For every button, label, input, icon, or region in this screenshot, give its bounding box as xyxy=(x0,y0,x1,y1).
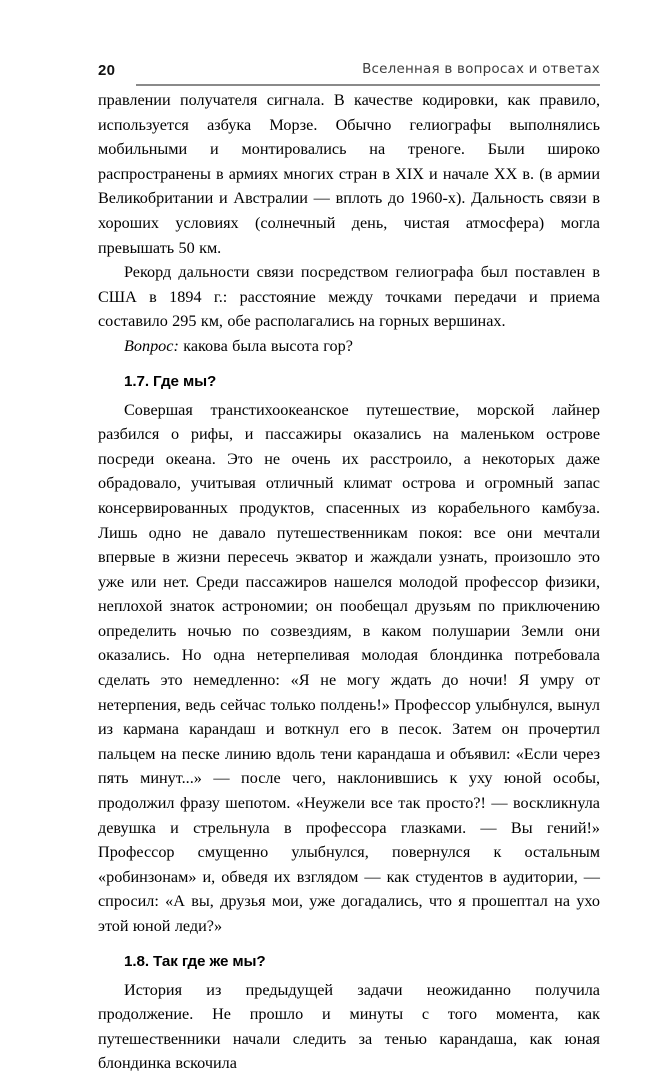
header-rule xyxy=(136,84,600,86)
section-heading-1-7: 1.7. Где мы? xyxy=(124,372,217,390)
text-column xyxy=(98,88,600,1076)
paragraph-continuation-story: История из предыдущей задачи неожиданно получила продолжение. Не прошло и минуты с того момента, как путешественники начали следить за тенью карандаша, как юная блондинка вскочила xyxy=(98,980,600,1073)
section-heading-1-8: 1.8. Так где же мы? xyxy=(124,952,266,970)
paragraph-question xyxy=(98,334,600,359)
paragraph-liner-story: Совершая транстихоокеанское путешествие, морской лайнер разбился о рифы, и пассажиры оказались на маленьком острове посреди океана. Это не очень их расстроило, а некоторых даже обрадовало, учитывая отличный климат острова и огромный запас консервированных продуктов, спасенных из корабельного камбуза. Лишь одно не давало путешественникам покоя: все они мечтали впервые в жизни пересечь экватор и жаждали узнать, произошло это уже или нет. Среди пассажиров нашелся молодой профессор физики, неплохой знаток астрономии; он пообещал друзьям по приключению определить ночью по созвездиям, в каком полушарии Земли они оказались. Но одна нетерпеливая молодая блондинка потребовала сделать это немедленно: «Я не могу ждать до ночи! Я умру от нетерпения, ведь сейчас только полдень!» Профессор улыбнулся, вынул из кармана карандаш и воткнул его в песок. Затем он прочертил пальцем на песке линию вдоль тени карандаша и объявил: «Если через пять минут...» — после чего, наклонившись к уху юной особы, продолжил фразу шепотом. «Неужели все так просто?! — воскликнула девушка и стрельнула в профессора глазками. — Вы гений!» Профессор смущенно улыбнулся, повернулся к остальным «робинзонам» и, обведя их взглядом — как студентов в аудитории, — спросил: «А вы, друзья мои, уже догадались, что я прошептал на ухо этой юной леди?» xyxy=(98,400,600,935)
spacer-before-heading-1 xyxy=(98,359,600,371)
question-text: какова была высота гор? xyxy=(178,336,353,355)
spacer-before-heading-2 xyxy=(98,939,600,951)
running-head xyxy=(98,60,600,88)
paragraph-record: Рекорд дальности связи посредством гелиографа был поставлен в США в 1894 г.: расстояние между точками передачи и приема составило 295 км, обе располагались на горных вершинах. xyxy=(98,263,600,331)
page-number: 20 xyxy=(98,62,116,79)
running-head-title: Вселенная в вопросах и ответах xyxy=(362,61,600,77)
question-label: Вопрос: xyxy=(124,336,179,355)
paragraph-continued: правлении получателя сигнала. В качестве кодировки, как правило, используется азбука Морзе. Обычно гелиографы выполнялись мобильными и монтировались на треноге. Были широко распространены в армиях многих стран в XIX и начале XX в. (в армии Великобритании и Австралии — вплоть до 1960-х). Дальность связи в хороших условиях (солнечный день, чистая атмосфера) могла превышать 50 км. xyxy=(98,91,600,257)
